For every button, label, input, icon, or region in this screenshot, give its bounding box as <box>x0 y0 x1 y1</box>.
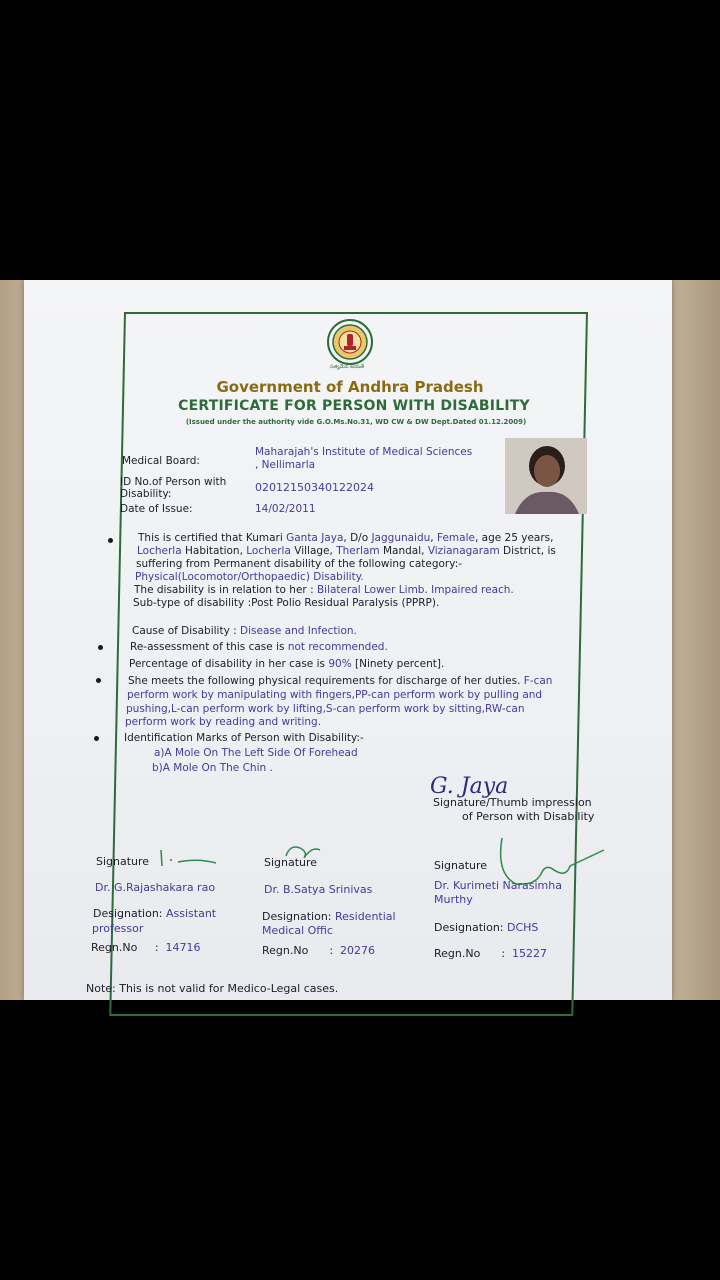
identification-mark-b: b)A Mole On The Chin . <box>152 762 273 774</box>
person-signature-label-2: of Person with Disability <box>462 810 595 823</box>
req-line-3: pushing,L-can perform work by lifting,S-can perform work by sitting,RW-can <box>126 703 525 715</box>
medical-board-value-2: , Nellimarla <box>255 459 316 471</box>
signatory-2-designation: Designation: Residential <box>262 910 396 923</box>
emblem-motto: సత్యమేవ జయతే <box>330 364 365 370</box>
signatory-1-regn: Regn.No : 14716 <box>91 941 201 954</box>
government-emblem-icon <box>324 318 376 370</box>
identification-heading: Identification Marks of Person with Disability:- <box>124 732 364 744</box>
person-signature-label: Signature/Thumb impression <box>433 796 592 809</box>
identification-mark-a: a)A Mole On The Left Side Of Forehead <box>154 747 358 759</box>
reassessment: Re-assessment of this case is not recommended. <box>130 641 388 653</box>
certificate-title: CERTIFICATE FOR PERSON WITH DISABILITY <box>178 398 530 414</box>
medical-board-value: Maharajah's Institute of Medical Sciences <box>255 446 473 458</box>
signatory-2-designation-2: Medical Offic <box>262 924 333 937</box>
signatory-3-designation: Designation: DCHS <box>434 921 539 934</box>
req-line-4: perform work by reading and writing. <box>125 716 322 728</box>
signatory-3-name-2: Murthy <box>434 893 473 906</box>
signature-label: Signature <box>264 856 318 869</box>
medical-board-label: Medical Board: <box>122 455 200 467</box>
signatory-1-name: Dr. G.Rajashakara rao <box>95 881 216 894</box>
date-of-issue-label: Date of Issue: <box>120 503 193 515</box>
signatory-2-name: Dr. B.Satya Srinivas <box>264 883 373 896</box>
signatory-3-regn: Regn.No : 15227 <box>434 947 548 960</box>
bullet <box>96 678 101 683</box>
cert-line-5: The disability is in relation to her : Bilateral Lower Limb. Impaired reach. <box>134 584 514 596</box>
bullet <box>94 736 99 741</box>
bullet <box>98 645 103 650</box>
signatory-2-regn: Regn.No : 20276 <box>262 944 376 957</box>
issued-under-text: (Issued under the authority vide G.O.Ms.No.31, WD CW & DW Dept.Dated 01.12.2009) <box>185 418 527 426</box>
id-label-2: Disability: <box>120 488 172 500</box>
signature-1-ink <box>158 848 218 870</box>
cert-line-2: Locherla Habitation, Locherla Village, Therlam Mandal, Vizianagaram District, is <box>137 545 556 557</box>
validity-note: Note: This is not valid for Medico-Legal cases. <box>86 982 339 995</box>
signatory-1-designation: Designation: Assistant <box>93 907 217 920</box>
person-signature: G. Jaya <box>430 774 509 799</box>
cert-line-4: Physical(Locomotor/Orthopaedic) Disability. <box>135 571 364 583</box>
req-line-1: She meets the following physical requirements for discharge of her duties. F-can <box>128 675 553 687</box>
cert-line-6: Sub-type of disability :Post Polio Residual Paralysis (PPRP). <box>133 597 440 609</box>
percentage: Percentage of disability in her case is 90% [Ninety percent]. <box>129 658 445 670</box>
cert-line-3: suffering from Permanent disability of the following category:- <box>136 558 463 570</box>
cert-line-1: This is certified that Kumari Ganta Jaya, D/o Jaggunaidu, Female, age 25 years, <box>138 532 554 544</box>
person-photo <box>505 438 587 514</box>
government-title: Government of Andhra Pradesh <box>216 378 484 396</box>
cause-of-disability: Cause of Disability : Disease and Infection. <box>132 625 357 637</box>
id-value: 02012150340122024 <box>255 481 374 494</box>
signature-label: Signature <box>96 855 150 868</box>
signature-label: Signature <box>434 859 488 872</box>
signatory-1-designation-2: professor <box>92 922 144 935</box>
req-line-2: perform work by manipulating with fingers,PP-can perform work by pulling and <box>127 689 543 701</box>
bullet <box>108 538 113 543</box>
id-label: ID No.of Person with <box>120 476 227 488</box>
date-of-issue-value: 14/02/2011 <box>255 503 316 515</box>
signature-2-ink <box>282 842 324 864</box>
signatory-3-name: Dr. Kurimeti Narasimha <box>434 879 562 892</box>
